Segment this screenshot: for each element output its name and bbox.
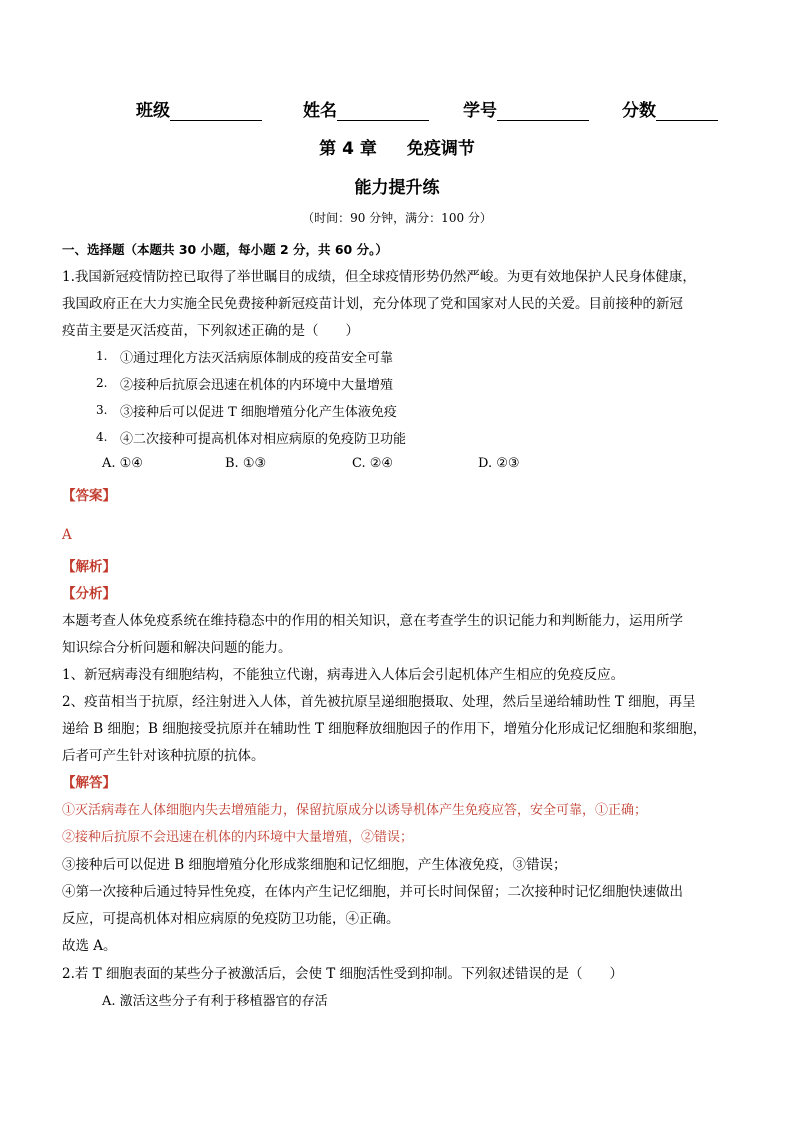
name-blank[interactable]	[337, 101, 429, 121]
student-info-header	[0, 96, 794, 124]
name-field[interactable]	[303, 96, 429, 121]
choice-c[interactable]: C. ②④	[352, 456, 394, 471]
q1-option-number: 3.	[96, 403, 108, 417]
solution-line: 反应，可提高机体对相应病原的免疫防卫功能，④正确。	[62, 911, 400, 927]
name-label: 姓名	[303, 101, 337, 121]
analysis-line: 递给 B 细胞；B 细胞接受抗原并在辅助性 T 细胞释放细胞因子的作用下，增殖分化形成记忆细胞和浆细胞，	[62, 721, 707, 737]
choice-b[interactable]: B. ①③	[225, 456, 267, 471]
score-label: 分数	[622, 101, 656, 121]
q1-option-number: 4.	[96, 430, 108, 444]
analysis-line: 2、疫苗相当于抗原，经注射进入人体，首先被抗原呈递细胞摄取、处理，然后呈递给辅助性 T 细胞，再呈	[62, 694, 696, 710]
chapter-title	[0, 134, 794, 159]
score-blank[interactable]	[656, 101, 718, 121]
answer-value: A	[62, 527, 72, 543]
chapter-number: 第 4 章	[319, 139, 377, 159]
solution-line: ④第一次接种后通过特异性免疫，在体内产生记忆细胞，并可长时间保留；二次接种时记忆细胞快速做出	[62, 884, 683, 900]
q1-option-text: ②接种后抗原会迅速在机体的内环境中大量增殖	[120, 378, 394, 393]
q1-option-text: ③接种后可以促进 T 细胞增殖分化产生体液免疫	[120, 405, 397, 420]
analysis-line: 本题考查人体免疫系统在维持稳态中的作用的相关知识，意在考查学生的识记能力和判断能力，运用所学	[62, 613, 683, 629]
explanation-tag: 【解析】	[62, 559, 116, 575]
analysis-line: 知识综合分析问题和解决问题的能力。	[62, 640, 292, 656]
solution-line: ③接种后可以促进 B 细胞增殖分化形成浆细胞和记忆细胞，产生体液免疫，③错误；	[62, 857, 567, 873]
q1-option-number: 1.	[96, 349, 108, 363]
chapter-name: 免疫调节	[406, 139, 475, 159]
student-id-blank[interactable]	[497, 101, 589, 121]
q1-option-number: 2.	[96, 376, 108, 390]
score-field[interactable]	[622, 96, 718, 121]
student-id-field[interactable]	[463, 96, 589, 121]
q1-stem-line-1: 1.我国新冠疫情防控已取得了举世瞩目的成绩，但全球疫情形势仍然严峻。为更有效地保护人民身体健康，	[62, 269, 696, 285]
section-heading: 一、选择题（本题共 30 小题，每小题 2 分，共 60 分。）	[62, 242, 388, 257]
q1-option-text: ①通过理化方法灭活病原体制成的疫苗安全可靠	[120, 351, 394, 366]
choice-a[interactable]: A. ①④	[102, 456, 143, 471]
q1-option-text: ④二次接种可提高机体对相应病原的免疫防卫功能	[120, 432, 407, 447]
solution-line: ②接种后抗原不会迅速在机体的内环境中大量增殖，②错误；	[62, 830, 414, 845]
analysis-line: 1、新冠病毒没有细胞结构，不能独立代谢，病毒进入人体后会引起机体产生相应的免疫反应。	[62, 667, 625, 683]
q1-stem-line-3: 疫苗主要是灭活疫苗，下列叙述正确的是（ ）	[62, 323, 359, 339]
solution-tag: 【解答】	[62, 775, 116, 791]
analysis-tag: 【分析】	[62, 586, 116, 602]
solution-line: ①灭活病毒在人体细胞内失去增殖能力，保留抗原成分以诱导机体产生免疫应答，安全可靠，①正确；	[62, 803, 648, 818]
page-subtitle: 能力提升练	[354, 178, 440, 198]
q2-stem: 2.若 T 细胞表面的某些分子被激活后，会使 T 细胞活性受到抑制。下列叙述错误的是（ ）	[62, 966, 624, 982]
answer-tag: 【答案】	[62, 488, 116, 504]
time-info: （时间：90 分钟，满分：100 分）	[302, 211, 492, 225]
class-label: 班级	[136, 101, 170, 121]
q1-stem-line-2: 我国政府正在大力实施全民免费接种新冠疫苗计划，充分体现了党和国家对人民的关爱。目前接种的新冠	[62, 296, 683, 312]
choice-d[interactable]: D. ②③	[478, 456, 520, 471]
class-field[interactable]	[136, 96, 262, 121]
student-id-label: 学号	[463, 101, 497, 121]
q2-option-a[interactable]: A. 激活这些分子有利于移植器官的存活	[102, 994, 328, 1009]
conclusion: 故选 A。	[62, 938, 117, 954]
class-blank[interactable]	[170, 101, 262, 121]
analysis-line: 后者可产生针对该种抗原的抗体。	[62, 748, 265, 764]
